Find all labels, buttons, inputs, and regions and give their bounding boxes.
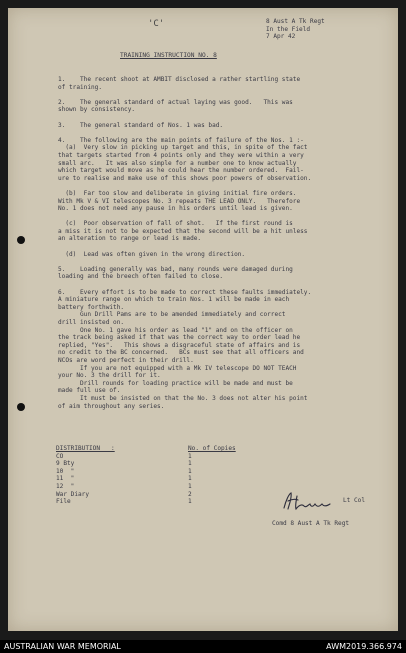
handwritten-signature: [280, 490, 340, 512]
archive-footer: [0, 640, 406, 653]
copies-count: 2: [188, 490, 192, 498]
accession-number: AWM2019.366.974: [326, 642, 402, 651]
signatory-appointment: Comd 8 Aust A Tk Regt: [272, 520, 350, 527]
punch-hole: [17, 236, 25, 244]
letterhead: [266, 18, 325, 41]
copies-count: 1: [188, 460, 192, 468]
classification-mark: 'C': [148, 19, 165, 29]
copies-count: 1: [188, 482, 192, 490]
distribution-heading: DISTRIBUTION :: [56, 445, 115, 452]
distribution-item: 9 Bty: [56, 460, 75, 468]
document-title: TRAINING INSTRUCTION NO. 8: [120, 52, 217, 59]
copies-heading: No. of Copies: [188, 445, 236, 452]
distribution-item: CO: [56, 452, 64, 460]
location: In the Field: [266, 25, 311, 33]
document-date: 7 Apr 42: [266, 33, 296, 41]
distribution-item: File: [56, 498, 71, 506]
copies-count: 1: [188, 498, 192, 506]
distribution-item: 10 ": [56, 467, 75, 475]
distribution-item: 12 ": [56, 482, 75, 490]
distribution-list: [56, 445, 115, 506]
distribution-item: 11 ": [56, 475, 75, 483]
copies-count: 1: [188, 452, 192, 460]
punch-hole: [17, 403, 25, 411]
distribution-item: War Diary: [56, 490, 90, 498]
document-page: [8, 8, 398, 631]
signatory-rank: Lt Col: [343, 497, 366, 504]
instruction-body: 1. The recent shoot at AMBIT disclosed a rather startling state of training. 2. The general standard of actual laying was good. This was shown by consistency. 3. The general standard of Nos. 1 was bad. 4. The following are the main points of failure of the Nos. 1 :- (a) Very slow in picking up target and this, in spite of the fact that targets started from 4 points only and they were within a very small arc. It was also simple for a number one to know actually which target would move as he could hear the number ordered. Fail- ure to realise and make use of this shows poor powers of observation. (b) Far too slow and deliberate in giving initial fire orders. With Mk V & VI telescopes No. 3 repeats THE LEAD ONLY. Therefore No. 1 does not need any pause in his orders until lead is given. (c) Poor observation of fall of shot. If the first round is a miss it is not to be expected that the second will be a hit unless an alteration to range or lead is made. (d) Lead was often given in the wrong direction. 5. Loading generally was bad, many rounds were damaged during loading and the breech often failed to close. 6. Every effort is to be made to correct these faults immediately. A miniature range on which to train Nos. 1 will be made in each battery forthwith. Gun Drill Pams are to be amended immediately and correct drill insisted on. One No. 1 gave his order as lead "1" and on the officer on the track being asked if that was the correct way to order lead he replied, "Yes". This shows a disgraceful state of affairs and is no credit to the BC concerned. BCs must see that all officers and NCOs are word perfect in their drill. If you are not equipped with a Mk IV telescope DO NOT TEACH your No. 3 the drill for it. Drill rounds for loading practice will be made and must be made full use of. It must be insisted on that the No. 3 does not alter his point of aim throughout any series.: [58, 76, 312, 410]
copies-column: [188, 445, 236, 506]
copies-count: 1: [188, 475, 192, 483]
copies-count: 1: [188, 467, 192, 475]
unit-name: 8 Aust A Tk Regt: [266, 18, 325, 25]
institution-name: AUSTRALIAN WAR MEMORIAL: [4, 642, 121, 651]
